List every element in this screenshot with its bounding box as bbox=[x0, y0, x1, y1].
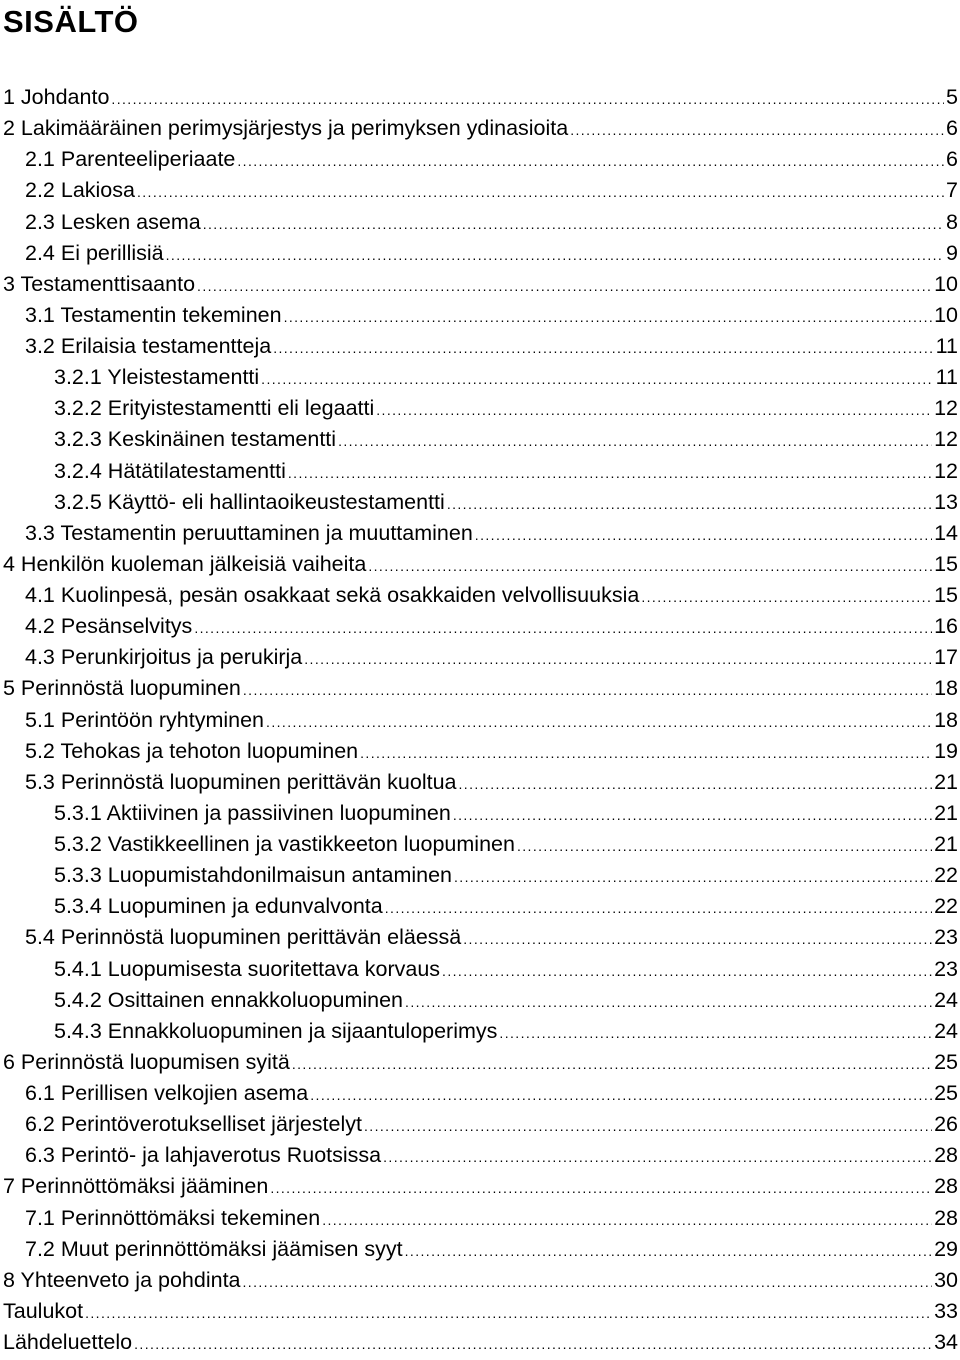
toc-entry[interactable] bbox=[0, 580, 958, 611]
dot-leader bbox=[499, 1018, 932, 1049]
toc-entry-page-number: 29 bbox=[934, 1236, 958, 1261]
toc-entry-page-number: 33 bbox=[934, 1298, 958, 1323]
toc-entry[interactable] bbox=[0, 207, 958, 238]
toc-entry[interactable] bbox=[0, 1078, 958, 1109]
toc-entry-label: 5.3.2 Vastikkeellinen ja vastikkeeton luopuminen bbox=[54, 832, 515, 856]
toc-entry[interactable] bbox=[0, 1265, 958, 1296]
toc-entry-label: 5.3.3 Luopumistahdonilmaisun antaminen bbox=[54, 863, 453, 888]
toc-entry[interactable] bbox=[0, 1171, 958, 1202]
table-of-contents bbox=[0, 82, 958, 1358]
toc-entry[interactable] bbox=[0, 673, 958, 704]
toc-entry-page-number: 21 bbox=[934, 769, 958, 794]
toc-entry-label: 5.2 Tehokas ja tehoton luopuminen bbox=[25, 738, 359, 763]
toc-entry[interactable] bbox=[0, 767, 958, 798]
toc-entry-label: 4.1 Kuolinpesä, pesän osakkaat sekä osakkaiden velvollisuuksia bbox=[25, 583, 640, 607]
toc-entry[interactable] bbox=[0, 860, 958, 891]
toc-entry-page-number: 17 bbox=[934, 645, 958, 670]
toc-entry[interactable] bbox=[0, 1109, 958, 1140]
toc-entry[interactable] bbox=[0, 1047, 958, 1078]
toc-entry-label: 6 Perinnöstä luopumisen syitä bbox=[3, 1049, 290, 1074]
toc-entry[interactable] bbox=[0, 1016, 958, 1047]
toc-entry[interactable] bbox=[0, 331, 958, 362]
toc-entry-label: Lähdeluettelo bbox=[3, 1330, 133, 1354]
dot-leader bbox=[111, 84, 944, 115]
dot-leader bbox=[454, 862, 932, 893]
toc-entry[interactable] bbox=[0, 1296, 958, 1327]
toc-entry-label: 5.3 Perinnöstä luopuminen perittävän kuoltua bbox=[25, 769, 457, 794]
dot-leader bbox=[237, 146, 944, 177]
dot-leader bbox=[266, 707, 932, 738]
toc-entry-label: 8 Yhteenveto ja pohdinta bbox=[3, 1267, 241, 1292]
toc-entry-page-number: 9 bbox=[946, 240, 958, 265]
toc-entry-page-number: 23 bbox=[934, 925, 958, 950]
dot-leader bbox=[85, 1298, 932, 1329]
toc-entry-label: 6.2 Perintöverotukselliset järjestelyt bbox=[25, 1112, 362, 1137]
dot-leader bbox=[134, 1329, 932, 1360]
toc-entry-label: 3 Testamenttisaanto bbox=[3, 271, 196, 296]
dot-leader bbox=[376, 395, 932, 426]
toc-entry[interactable] bbox=[0, 456, 958, 487]
dot-leader bbox=[405, 987, 932, 1018]
toc-entry-page-number: 21 bbox=[934, 832, 958, 856]
toc-entry-label: 3.2.4 Hätätilatestamentti bbox=[54, 458, 286, 483]
toc-entry-page-number: 25 bbox=[934, 1049, 958, 1074]
toc-entry-page-number: 23 bbox=[934, 956, 958, 981]
toc-entry-page-number: 8 bbox=[946, 209, 958, 234]
toc-entry[interactable] bbox=[0, 1140, 958, 1171]
dot-leader bbox=[385, 893, 932, 924]
toc-entry[interactable] bbox=[0, 487, 958, 518]
toc-entry-label: 6.3 Perintö- ja lahjaverotus Ruotsissa bbox=[25, 1143, 382, 1168]
toc-entry[interactable] bbox=[0, 922, 958, 953]
page-title: SISÄLTÖ bbox=[3, 4, 139, 39]
toc-entry-page-number: 26 bbox=[934, 1112, 958, 1137]
toc-entry-page-number: 6 bbox=[946, 116, 958, 141]
toc-entry-page-number: 34 bbox=[934, 1330, 958, 1354]
dot-leader bbox=[310, 1080, 932, 1111]
toc-entry[interactable] bbox=[0, 705, 958, 736]
toc-entry-page-number: 10 bbox=[934, 302, 958, 327]
dot-leader bbox=[368, 551, 932, 582]
dot-leader bbox=[383, 1142, 932, 1173]
toc-entry-label: Taulukot bbox=[3, 1298, 84, 1323]
dot-leader bbox=[273, 333, 933, 364]
toc-entry-label: 5.3.4 Luopuminen ja edunvalvonta bbox=[54, 894, 383, 919]
toc-entry[interactable] bbox=[0, 549, 958, 580]
toc-entry-page-number: 15 bbox=[934, 551, 958, 576]
dot-leader bbox=[270, 1173, 932, 1204]
toc-entry[interactable] bbox=[0, 362, 958, 393]
toc-entry[interactable] bbox=[0, 1234, 958, 1265]
toc-entry-page-number: 12 bbox=[934, 458, 958, 483]
toc-entry-page-number: 14 bbox=[934, 520, 958, 545]
dot-leader bbox=[364, 1111, 932, 1142]
dot-leader bbox=[442, 956, 932, 987]
toc-entry-page-number: 24 bbox=[934, 1018, 958, 1043]
toc-entry-label: 2 Lakimääräinen perimysjärjestys ja perimyksen ydinasioita bbox=[3, 116, 569, 141]
toc-entry-label: 3.2 Erilaisia testamentteja bbox=[25, 334, 272, 358]
toc-entry-label: 7.2 Muut perinnöttömäksi jäämisen syyt bbox=[25, 1236, 403, 1261]
toc-entry-label: 3.2.5 Käyttö- eli hallintaoikeustestamentti bbox=[54, 489, 445, 514]
toc-entry-page-number: 24 bbox=[934, 987, 958, 1012]
dot-leader bbox=[288, 458, 932, 489]
toc-entry-page-number: 6 bbox=[946, 147, 958, 172]
toc-entry[interactable] bbox=[0, 175, 958, 206]
dot-leader bbox=[243, 1267, 933, 1298]
toc-entry-label: 2.4 Ei perillisiä bbox=[25, 240, 164, 265]
toc-entry-page-number: 12 bbox=[934, 396, 958, 421]
toc-entry-label: 3.2.1 Yleistestamentti bbox=[54, 365, 260, 390]
toc-entry-page-number: 15 bbox=[934, 583, 958, 607]
toc-entry-page-number: 16 bbox=[934, 614, 958, 639]
toc-entry-label: 3.1 Testamentin tekeminen bbox=[25, 302, 282, 327]
toc-entry-label: 5 Perinnöstä luopuminen bbox=[3, 676, 241, 701]
toc-entry[interactable] bbox=[0, 611, 958, 642]
toc-entry[interactable] bbox=[0, 891, 958, 922]
toc-entry[interactable] bbox=[0, 113, 958, 144]
toc-entry-label: 3.2.2 Erityistestamentti eli legaatti bbox=[54, 396, 375, 421]
toc-entry-label: 4 Henkilön kuoleman jälkeisiä vaiheita bbox=[3, 551, 367, 576]
toc-entry-label: 5.4.1 Luopumisesta suoritettava korvaus bbox=[54, 956, 441, 981]
dot-leader bbox=[641, 582, 932, 613]
toc-entry-label: 3.3 Testamentin peruuttaminen ja muuttaminen bbox=[25, 520, 473, 545]
toc-entry-label: 2.3 Lesken asema bbox=[25, 209, 201, 234]
dot-leader bbox=[203, 209, 944, 240]
toc-entry-page-number: 11 bbox=[935, 334, 958, 358]
dot-leader bbox=[284, 302, 933, 333]
toc-entry[interactable] bbox=[0, 985, 958, 1016]
toc-entry-label: 7.1 Perinnöttömäksi tekeminen bbox=[25, 1205, 321, 1230]
dot-leader bbox=[405, 1236, 932, 1267]
toc-entry-page-number: 19 bbox=[934, 738, 958, 763]
dot-leader bbox=[338, 426, 932, 457]
toc-entry[interactable] bbox=[0, 829, 958, 860]
toc-entry-page-number: 22 bbox=[934, 894, 958, 919]
toc-entry-label: 5.1 Perintöön ryhtyminen bbox=[25, 707, 265, 732]
dot-leader bbox=[453, 800, 932, 831]
toc-entry-page-number: 13 bbox=[934, 489, 958, 514]
dot-leader bbox=[322, 1205, 932, 1236]
toc-entry-label: 1 Johdanto bbox=[3, 85, 110, 109]
toc-entry[interactable] bbox=[0, 1327, 958, 1358]
toc-entry-page-number: 18 bbox=[934, 676, 958, 701]
toc-entry[interactable] bbox=[0, 736, 958, 767]
toc-entry-page-number: 25 bbox=[934, 1081, 958, 1105]
toc-entry[interactable] bbox=[0, 82, 958, 113]
toc-entry[interactable] bbox=[0, 144, 958, 175]
toc-entry[interactable] bbox=[0, 300, 958, 331]
toc-entry[interactable] bbox=[0, 518, 958, 549]
toc-entry[interactable] bbox=[0, 238, 958, 269]
dot-leader bbox=[197, 271, 932, 302]
toc-entry-page-number: 28 bbox=[934, 1143, 958, 1168]
dot-leader bbox=[447, 489, 932, 520]
toc-entry-label: 5.4.3 Ennakkoluopuminen ja sijaantuloperimys bbox=[54, 1018, 498, 1043]
toc-entry-page-number: 30 bbox=[934, 1267, 958, 1292]
toc-entry-page-number: 10 bbox=[934, 271, 958, 296]
toc-entry-label: 5.4.2 Osittainen ennakkoluopuminen bbox=[54, 987, 404, 1012]
toc-entry-label: 5.4 Perinnöstä luopuminen perittävän eläessä bbox=[25, 925, 462, 950]
toc-entry[interactable] bbox=[0, 798, 958, 829]
toc-entry[interactable] bbox=[0, 424, 958, 455]
dot-leader bbox=[458, 769, 932, 800]
dot-leader bbox=[463, 924, 932, 955]
toc-entry-label: 3.2.3 Keskinäinen testamentti bbox=[54, 427, 337, 452]
toc-entry-page-number: 5 bbox=[946, 85, 958, 109]
toc-entry[interactable] bbox=[0, 642, 958, 673]
toc-entry-label: 2.2 Lakiosa bbox=[25, 178, 135, 203]
dot-leader bbox=[194, 613, 932, 644]
toc-entry-label: 4.2 Pesänselvitys bbox=[25, 614, 193, 639]
dot-leader bbox=[517, 831, 932, 862]
toc-entry-label: 2.1 Parenteeliperiaate bbox=[25, 147, 236, 172]
toc-entry[interactable] bbox=[0, 269, 958, 300]
dot-leader bbox=[570, 115, 944, 146]
dot-leader bbox=[360, 738, 932, 769]
toc-entry-page-number: 7 bbox=[946, 178, 958, 203]
toc-entry-label: 7 Perinnöttömäksi jääminen bbox=[3, 1174, 269, 1199]
toc-entry-label: 4.3 Perunkirjoitus ja perukirja bbox=[25, 645, 303, 670]
toc-entry-page-number: 12 bbox=[934, 427, 958, 452]
toc-entry-page-number: 18 bbox=[934, 707, 958, 732]
dot-leader bbox=[261, 364, 934, 395]
dot-leader bbox=[243, 675, 932, 706]
toc-entry[interactable] bbox=[0, 954, 958, 985]
toc-entry[interactable] bbox=[0, 393, 958, 424]
toc-entry-page-number: 21 bbox=[934, 800, 958, 825]
toc-entry-label: 5.3.1 Aktiivinen ja passiivinen luopuminen bbox=[54, 800, 451, 825]
toc-entry-page-number: 11 bbox=[935, 365, 958, 390]
dot-leader bbox=[166, 240, 944, 271]
dot-leader bbox=[137, 177, 944, 208]
dot-leader bbox=[292, 1049, 932, 1080]
toc-entry-label: 6.1 Perillisen velkojien asema bbox=[25, 1081, 309, 1105]
dot-leader bbox=[304, 644, 932, 675]
toc-entry-page-number: 28 bbox=[934, 1174, 958, 1199]
toc-entry-page-number: 22 bbox=[934, 863, 958, 888]
dot-leader bbox=[475, 520, 932, 551]
toc-entry[interactable] bbox=[0, 1203, 958, 1234]
toc-entry-page-number: 28 bbox=[934, 1205, 958, 1230]
